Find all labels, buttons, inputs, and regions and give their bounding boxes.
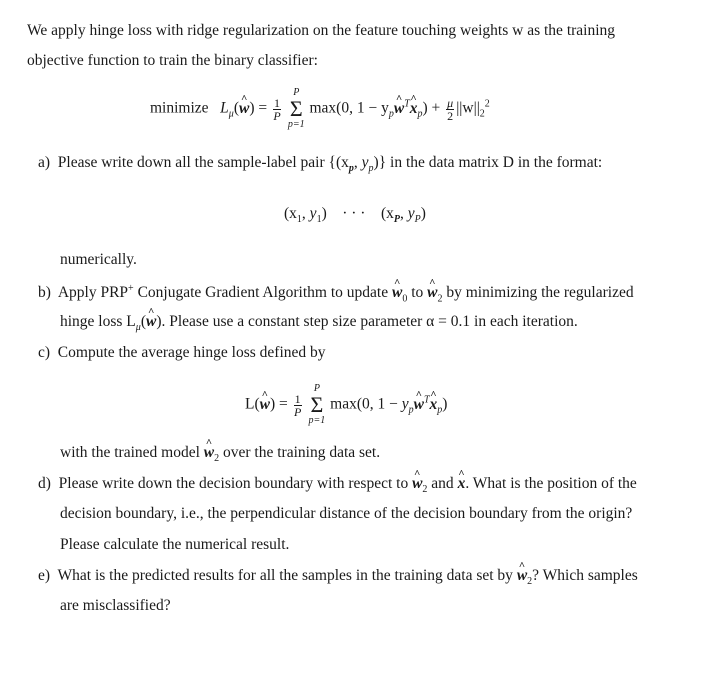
data-matrix-format: ($x_1$, $y_1$) · · · ($x_P$, $y_P$) xyxy=(284,205,426,226)
item-d-line-2: decision boundary, i.e., the perpendicular distance of the decision boundary from the origin? xyxy=(60,505,633,522)
item-b-line-1: b) Apply PRP+ Conjugate Gradient Algorithm to update ^ $w_0$ to ^ $w_2$ by minimizing the regularized xyxy=(38,283,634,304)
item-e-line-1: e) What is the predicted results for all the samples in the training data set by ^ $w_2$? Which samples xyxy=(38,567,638,587)
item-c-after: with the trained model ^ $w_2$ over the training data set. xyxy=(60,444,380,464)
intro-line-2: objective function to train the binary classifier: xyxy=(27,52,318,69)
item-a-end: numerically. xyxy=(60,251,137,268)
objective-formula: minimize $L_\mu(\^{}$ w) = $\frac{1}{P}$ P Σ p=1 max(0, $1 - y_p\^{}$ $w^T\^{}$ $x_p$) + $\frac{\mu}{2}$ $||w||_2^2$ xyxy=(150,88,490,130)
item-c: c) Compute the average hinge loss defined by xyxy=(38,344,326,361)
item-b-line-2: hinge loss $L_\mu(\^{}$ w). Please use a constant step size parameter α = 0.1 in each iteration. xyxy=(60,313,578,333)
item-e-line-2: are misclassified? xyxy=(60,597,171,614)
minimize-label: minimize xyxy=(150,99,209,117)
item-d-line-1: d) Please write down the decision boundary with respect to ^ $w_2$ and ^ x. What is the position of the xyxy=(38,475,637,495)
item-d-line-3: Please calculate the numerical result. xyxy=(60,536,290,553)
item-a: a) Please write down all the sample-label pair {($x_p$, $y_p$)} in the data matrix D in the format: xyxy=(38,154,603,175)
average-hinge-loss-formula: L(^ w) = $\frac{1}{P}$ P Σ p=1 max(0, $1 - y_p\^{}$ $w^T\^{}$ $x_p$) xyxy=(245,384,447,426)
intro-line-1: We apply hinge loss with ridge regularization on the feature touching weights w as the training xyxy=(27,22,616,39)
